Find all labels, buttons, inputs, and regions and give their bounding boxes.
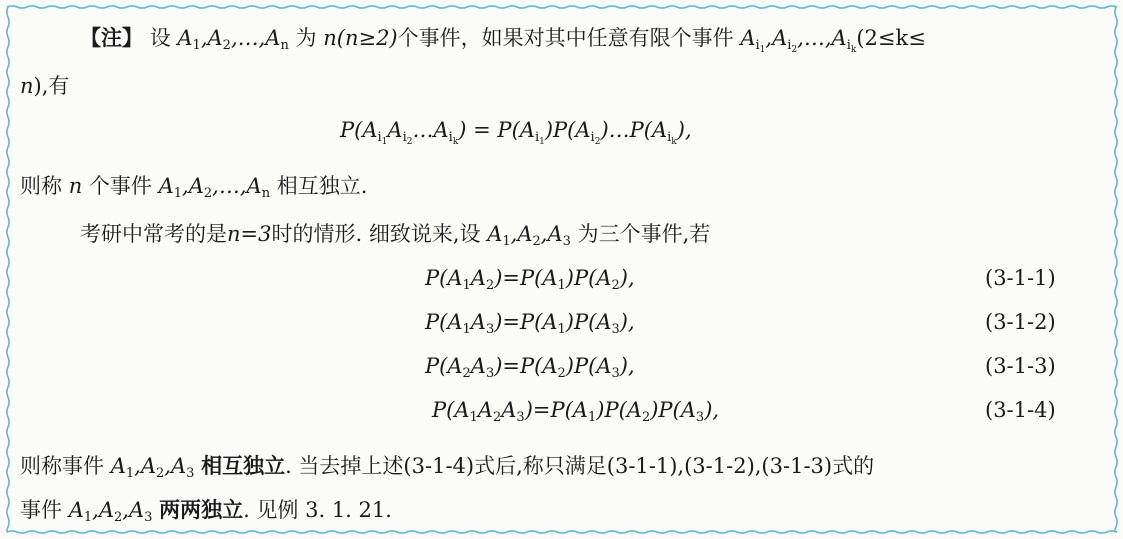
text-remove-eq: . 当去掉上述(3-1-4)式后,称只满足(3-1-1),(3-1-2),(3-1-3)式的 [285, 454, 875, 478]
note-line-2 [20, 70, 69, 100]
text-zecheng-shijian: 则称事件 [20, 454, 104, 478]
para-2-line [80, 218, 710, 249]
text-k-range: (2≤k≤ [856, 26, 926, 50]
text-you: ),有 [33, 74, 70, 98]
term-mutually-independent: 相互独立 [201, 453, 286, 478]
event-list-1: $A_1,A_2,\dots,A_n$ [177, 26, 289, 53]
text-ge-shijian: 个事件 [88, 174, 152, 198]
event-list-3: $A_1,A_2,A_3$ [487, 222, 571, 249]
text-events-intro: 个事件，如果对其中任意有限个事件 [397, 26, 734, 50]
var-n: n [20, 74, 34, 98]
text-mutually-independent: 相互独立. [276, 174, 368, 198]
text-qingxing: 时的情形. 细致说来,设 [271, 222, 481, 246]
text-zecheng: 则称 [20, 174, 62, 198]
equation-number-1: (3-1-1) [985, 266, 1056, 290]
event-list-2: $A_1,A_2,\dots,A_n$ [158, 174, 271, 201]
event-list-4: $A_1,A_2,A_3$ [110, 454, 195, 481]
equation-number-4: (3-1-4) [985, 398, 1056, 422]
var-n-2: n [68, 174, 83, 198]
conclusion-line-1 [20, 170, 367, 201]
text-shijian: 事件 [20, 498, 62, 522]
term-pairwise-independent: 两两独立 [159, 497, 244, 522]
equation-3-1-1: $P(A_1A_2)=P(A_1)P(A_2)$, [425, 266, 635, 293]
text-kaoyan: 考研中常考的是 [80, 222, 227, 246]
main-equation: $P(A_{i_1}A_{i_2}\dots A_{i_k})$ = $P(A_{i_1})P(A_{i_2})\dots P(A_{i_k})$, [340, 118, 692, 147]
conclusion-line-2 [20, 450, 874, 481]
equation-number-3: (3-1-3) [985, 354, 1056, 378]
equation-3-1-3: $P(A_2A_3)=P(A_2)P(A_3)$, [425, 354, 635, 381]
event-list-5: $A_1,A_2,A_3$ [68, 498, 153, 525]
note-label: 【注】 [80, 26, 143, 50]
text-see-example: . 见例 3. 1. 21. [243, 498, 392, 522]
equation-number-2: (3-1-2) [985, 310, 1056, 334]
equation-3-1-2: $P(A_1A_3)=P(A_1)P(A_3)$, [425, 310, 635, 337]
conclusion-line-3 [20, 494, 392, 525]
text-wei: 为 [295, 26, 317, 50]
event-subset: $A_{i_1},A_{i_2},\dots,A_{i_k}$ [740, 26, 857, 55]
text-three-events: 为三个事件,若 [577, 222, 711, 246]
text-n-eq-3: n=3 [227, 222, 272, 246]
equation-3-1-4: $P(A_1A_2A_3)=P(A_1)P(A_2)P(A_3)$, [432, 398, 720, 425]
note-line-1 [80, 22, 926, 55]
condition-n: n(n≥2) [323, 26, 398, 50]
text-she: 设 [149, 26, 171, 50]
